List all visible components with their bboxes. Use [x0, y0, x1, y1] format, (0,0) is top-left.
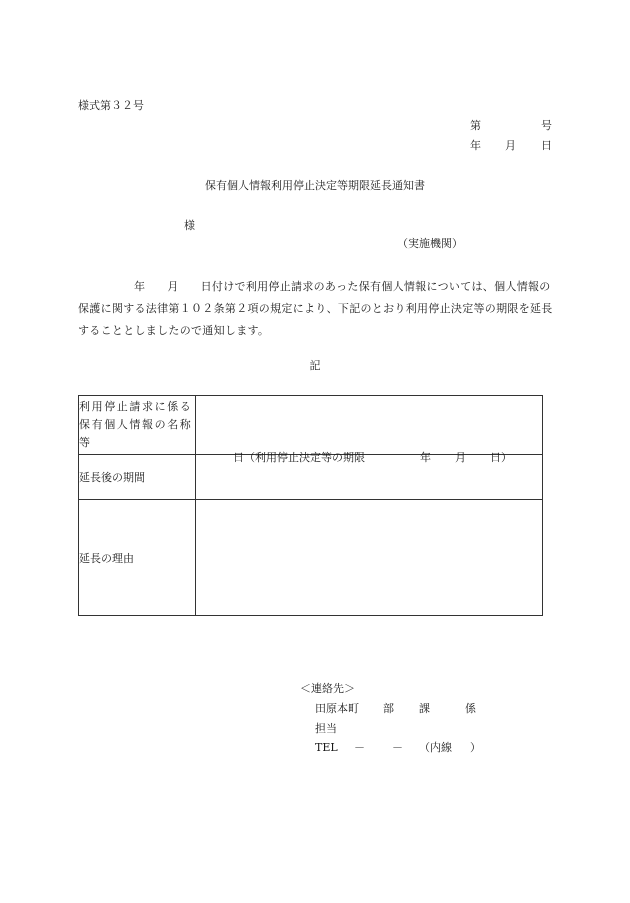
details-table [78, 395, 543, 616]
table-row [79, 396, 543, 455]
contact-heading: ＜連絡先＞ [300, 682, 355, 695]
contact-extension-label: （内線 [419, 741, 452, 754]
period-label: 延長後の期間 [79, 471, 145, 484]
notice-body [78, 276, 553, 342]
document-number-prefix: 第 [470, 119, 481, 132]
contact-tel-dash-2: － [392, 741, 403, 754]
info-name-value-cell [196, 396, 543, 455]
date-year-label: 年 [470, 139, 481, 152]
recipient-honorific: 様 [184, 219, 195, 232]
reason-label: 延長の理由 [79, 551, 134, 565]
contact-town: 田原本町 [315, 702, 359, 715]
table-row [79, 455, 543, 500]
period-month: 月 [455, 451, 466, 464]
period-label-cell [79, 455, 196, 500]
date-month-label: 月 [505, 139, 516, 152]
contact-person-label: 担当 [315, 722, 337, 735]
body-month: 月 [167, 280, 179, 293]
contact-extension-close: ） [470, 741, 481, 754]
period-day-close: 日） [490, 451, 512, 464]
period-year: 年 [420, 451, 431, 464]
ki-heading: 記 [309, 359, 321, 372]
date-day-label: 日 [541, 139, 552, 152]
document-title: 保有個人情報利用停止決定等期限延長通知書 [205, 179, 425, 192]
table-row [79, 500, 543, 616]
issuing-agency: （実施機関） [397, 237, 463, 250]
contact-department: 部 [383, 702, 394, 715]
info-name-label-cell [79, 396, 196, 455]
contact-section: 課 [419, 702, 430, 715]
form-number: 様式第３２号 [78, 99, 144, 112]
period-value-cell [196, 451, 543, 500]
contact-tel-dash-1: － [354, 741, 365, 754]
reason-label-cell [79, 500, 196, 616]
body-year: 年 [134, 280, 146, 293]
document-number-suffix: 号 [541, 119, 552, 132]
contact-tel-label: TEL [315, 741, 338, 754]
period-deadline-label: （利用停止決定等の期限 [244, 451, 365, 464]
contact-unit: 係 [465, 702, 476, 715]
info-name-label: 利用停止請求に係る保有個人情報の名称等 [79, 400, 193, 449]
period-days: 日 [233, 451, 244, 464]
body-text: 日付けで利用停止請求のあった保有個人情報については、個人情報の保護に関する法律第１０２条第２項の規定により、下記のとおり利用停止決定等の期限を延長することとしましたので通知します。 [78, 280, 553, 337]
reason-value-cell [196, 500, 543, 616]
